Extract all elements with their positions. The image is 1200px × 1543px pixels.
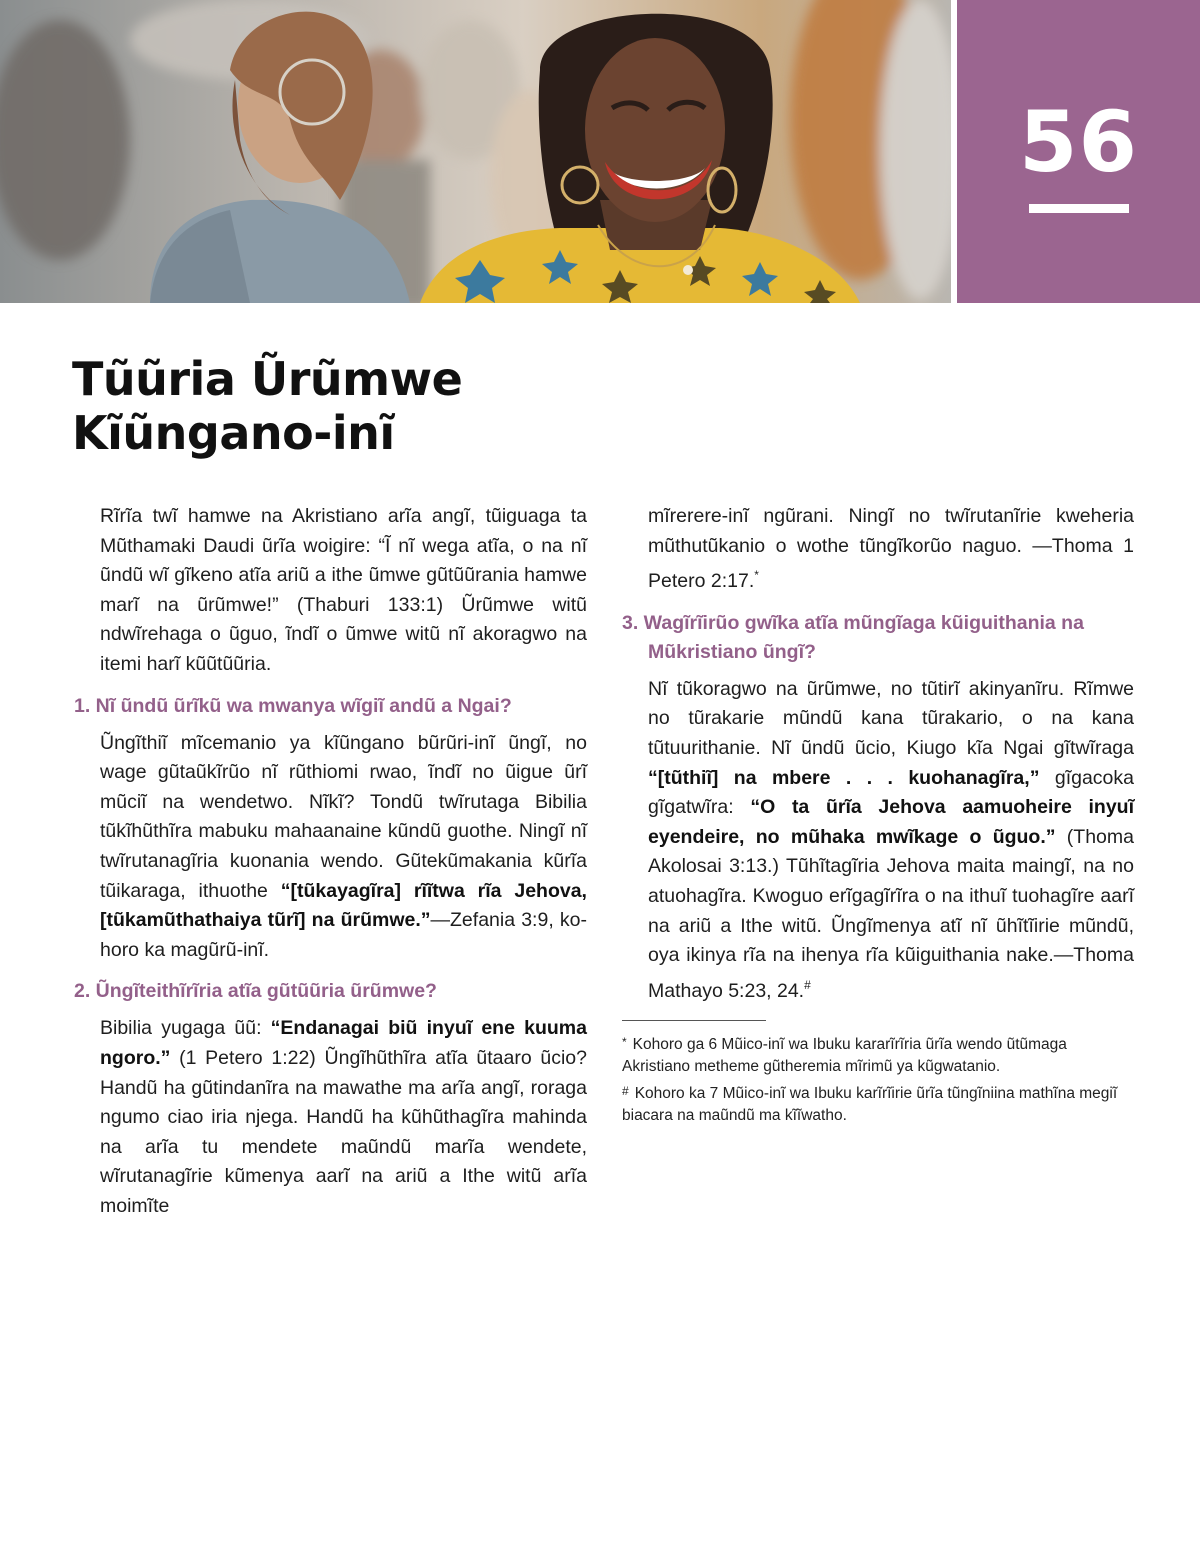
footnote-text: Kohoro ka 7 Mũico-inĩ wa Ibuku karĩrĩirie ũrĩa tũngĩniina mathĩna megiĩ biacara na maũndũ ma kĩĩwatho. xyxy=(622,1085,1118,1125)
lesson-number-underline xyxy=(1029,204,1129,213)
footnote-divider xyxy=(622,1020,766,1021)
footnote-asterisk xyxy=(622,1031,1134,1078)
answer-2-continued xyxy=(648,502,1134,597)
footnote-ref-hash[interactable]: # xyxy=(804,977,811,992)
answer-3-quote-2: “O ta ũrĩa Jehova aamuoheire inyuĩ eyendeire, no mũhaka mwĩkage o ũguo.” xyxy=(648,796,1134,848)
lesson-number-panel xyxy=(957,0,1200,303)
footnote-hash xyxy=(622,1080,1134,1127)
question-1-heading: 1. Nĩ ũndũ ũrĩkũ wa mwanya wĩgiĩ andũ a Ngai? xyxy=(74,694,512,717)
question-3-heading: 3. Wagĩrĩirũo gwĩka atĩa mũngĩaga kũiguithania na Mũkristiano ũngĩ? xyxy=(622,611,1084,663)
left-column xyxy=(74,502,587,1233)
question-2-heading: 2. Ũngĩteithĩrĩria atĩa gũtũũria ũrũmwe? xyxy=(74,980,437,1003)
answer-1-paragraph xyxy=(100,729,587,966)
answer-3-text-a: Nĩ tũkoragwo na ũrũmwe, no tũtirĩ akinyanĩru. Rĩmwe no tũrakarie mũndũ kana tũrakario, o na kana tũtuurithanie. Nĩ ũndũ ũcio, Kiugo kĩa Ngai gĩtwĩraga xyxy=(648,677,1134,759)
footnote-mark: # xyxy=(622,1084,629,1099)
answer-3-quote-1: “[tũthiĩ] na mbere . . . kuohanagĩra,” xyxy=(648,766,1040,789)
answer-2-paragraph xyxy=(100,1014,587,1221)
page-title-line-2: Kĩũngano-inĩ xyxy=(72,406,395,460)
page-title-line-1: Tũũria Ũrũmwe xyxy=(72,352,463,406)
lesson-number: 56 xyxy=(1019,93,1138,191)
footnote-mark: * xyxy=(622,1035,627,1050)
answer-3-text-c: gĩgacoka gĩgatwĩra: xyxy=(648,766,1134,819)
answer-2-quote: “Endanagai biũ inyuĩ ene kuuma ngoro.” xyxy=(100,1017,587,1069)
footnote-text: Kohoro ga 6 Mũico-inĩ wa Ibuku kararĩrĩria ũrĩa wendo ũtũmaga Akristiano metheme gũtheremia mĩrimũ ya kũgwatanio. xyxy=(622,1036,1067,1076)
answer-3-paragraph xyxy=(648,675,1134,1007)
answer-1-text-a: Ũngĩthiĩ mĩcemanio ya kĩũngano bũrũri-inĩ ũngĩ, no wage gũtaũkĩrũo nĩ rũthiomi rwao, ĩndĩ no ũigue ũrĩ mũciĩ na wendetwo. Nĩkĩ? Tondũ twĩrutaga Bibilia tũkĩhũthĩra mabuku mahaanaine kũndũ guothe. Ningĩ nĩ twĩrutanagĩria kuonania wendo. Gũtekũmakania kũrĩa tũikaraga, ithuothe xyxy=(100,731,587,902)
answer-1-text-c: —Zefania 3:9, kohoro ka magũrũ-inĩ. xyxy=(100,909,587,961)
answer-3-text-e: (Thoma Akolosai 3:13.) Tũhĩtagĩria Jehova maita maingĩ, na no atuohagĩra. Kwoguo erĩgagĩrĩra o na ithuĩ tuohagĩre aarĩ na ariũ a Ithe witũ. Ũngĩmenya atĩ nĩ ũhĩtĩirie mũndũ, oya ikinya rĩa na ihenya rĩa kũiguithania nake.—Thoma Mathayo 5:23, 24. xyxy=(648,825,1134,1002)
footnote-ref-asterisk[interactable]: * xyxy=(754,568,759,583)
header-photo xyxy=(0,0,951,303)
header-photo-illustration xyxy=(0,0,951,303)
answer-2-text-c: (1 Petero 1:22) Ũngĩhũthĩra atĩa ũtaaro ũcio? Handũ ha gũtindanĩra na mawathe ma arĩa angĩ, roraga ngumo ciao iria njega. Handũ ha kũhũthagĩra mahinda na arĩa tu mendete maũndũ marĩa wendete, wĩrutanagĩrie kũmenya aarĩ na ariũ a Ithe witũ arĩa moimĩte xyxy=(100,1046,587,1217)
answer-1-quote: “[tũkayagĩra] rĩĩtwa rĩa Jehova, [tũkamũthathaiya tũrĩ] na ũrũmwe.” xyxy=(100,879,587,932)
answer-2-text-a: Bibilia yugaga ũũ: xyxy=(100,1017,271,1040)
right-column xyxy=(622,502,1134,1129)
intro-paragraph: Rĩrĩa twĩ hamwe na Akristiano arĩa angĩ, tũiguaga ta Mũthamaki Daudi ũrĩa woigire: “Ĩ nĩ wega atĩa, o na nĩ ũndũ wĩ gĩkeno atĩa ariũ a ithe ũmwe gũtũũrania hamwe marĩ na ũrũmwe!” (Thaburi 133:1) Ũrũmwe witũ ndwĩrehaga o ũguo, ĩndĩ o ũmwe witũ nĩ akoragwo na itemi harĩ kũũtũũria. xyxy=(100,505,587,675)
answer-2-continued-text: mĩrerere-inĩ ngũrani. Ningĩ no twĩrutanĩrie kweheria mũthutũkanio o wothe tũngĩkorũo naguo. —Thoma 1 Petero 2:17. xyxy=(648,505,1134,593)
page-title xyxy=(72,352,772,460)
